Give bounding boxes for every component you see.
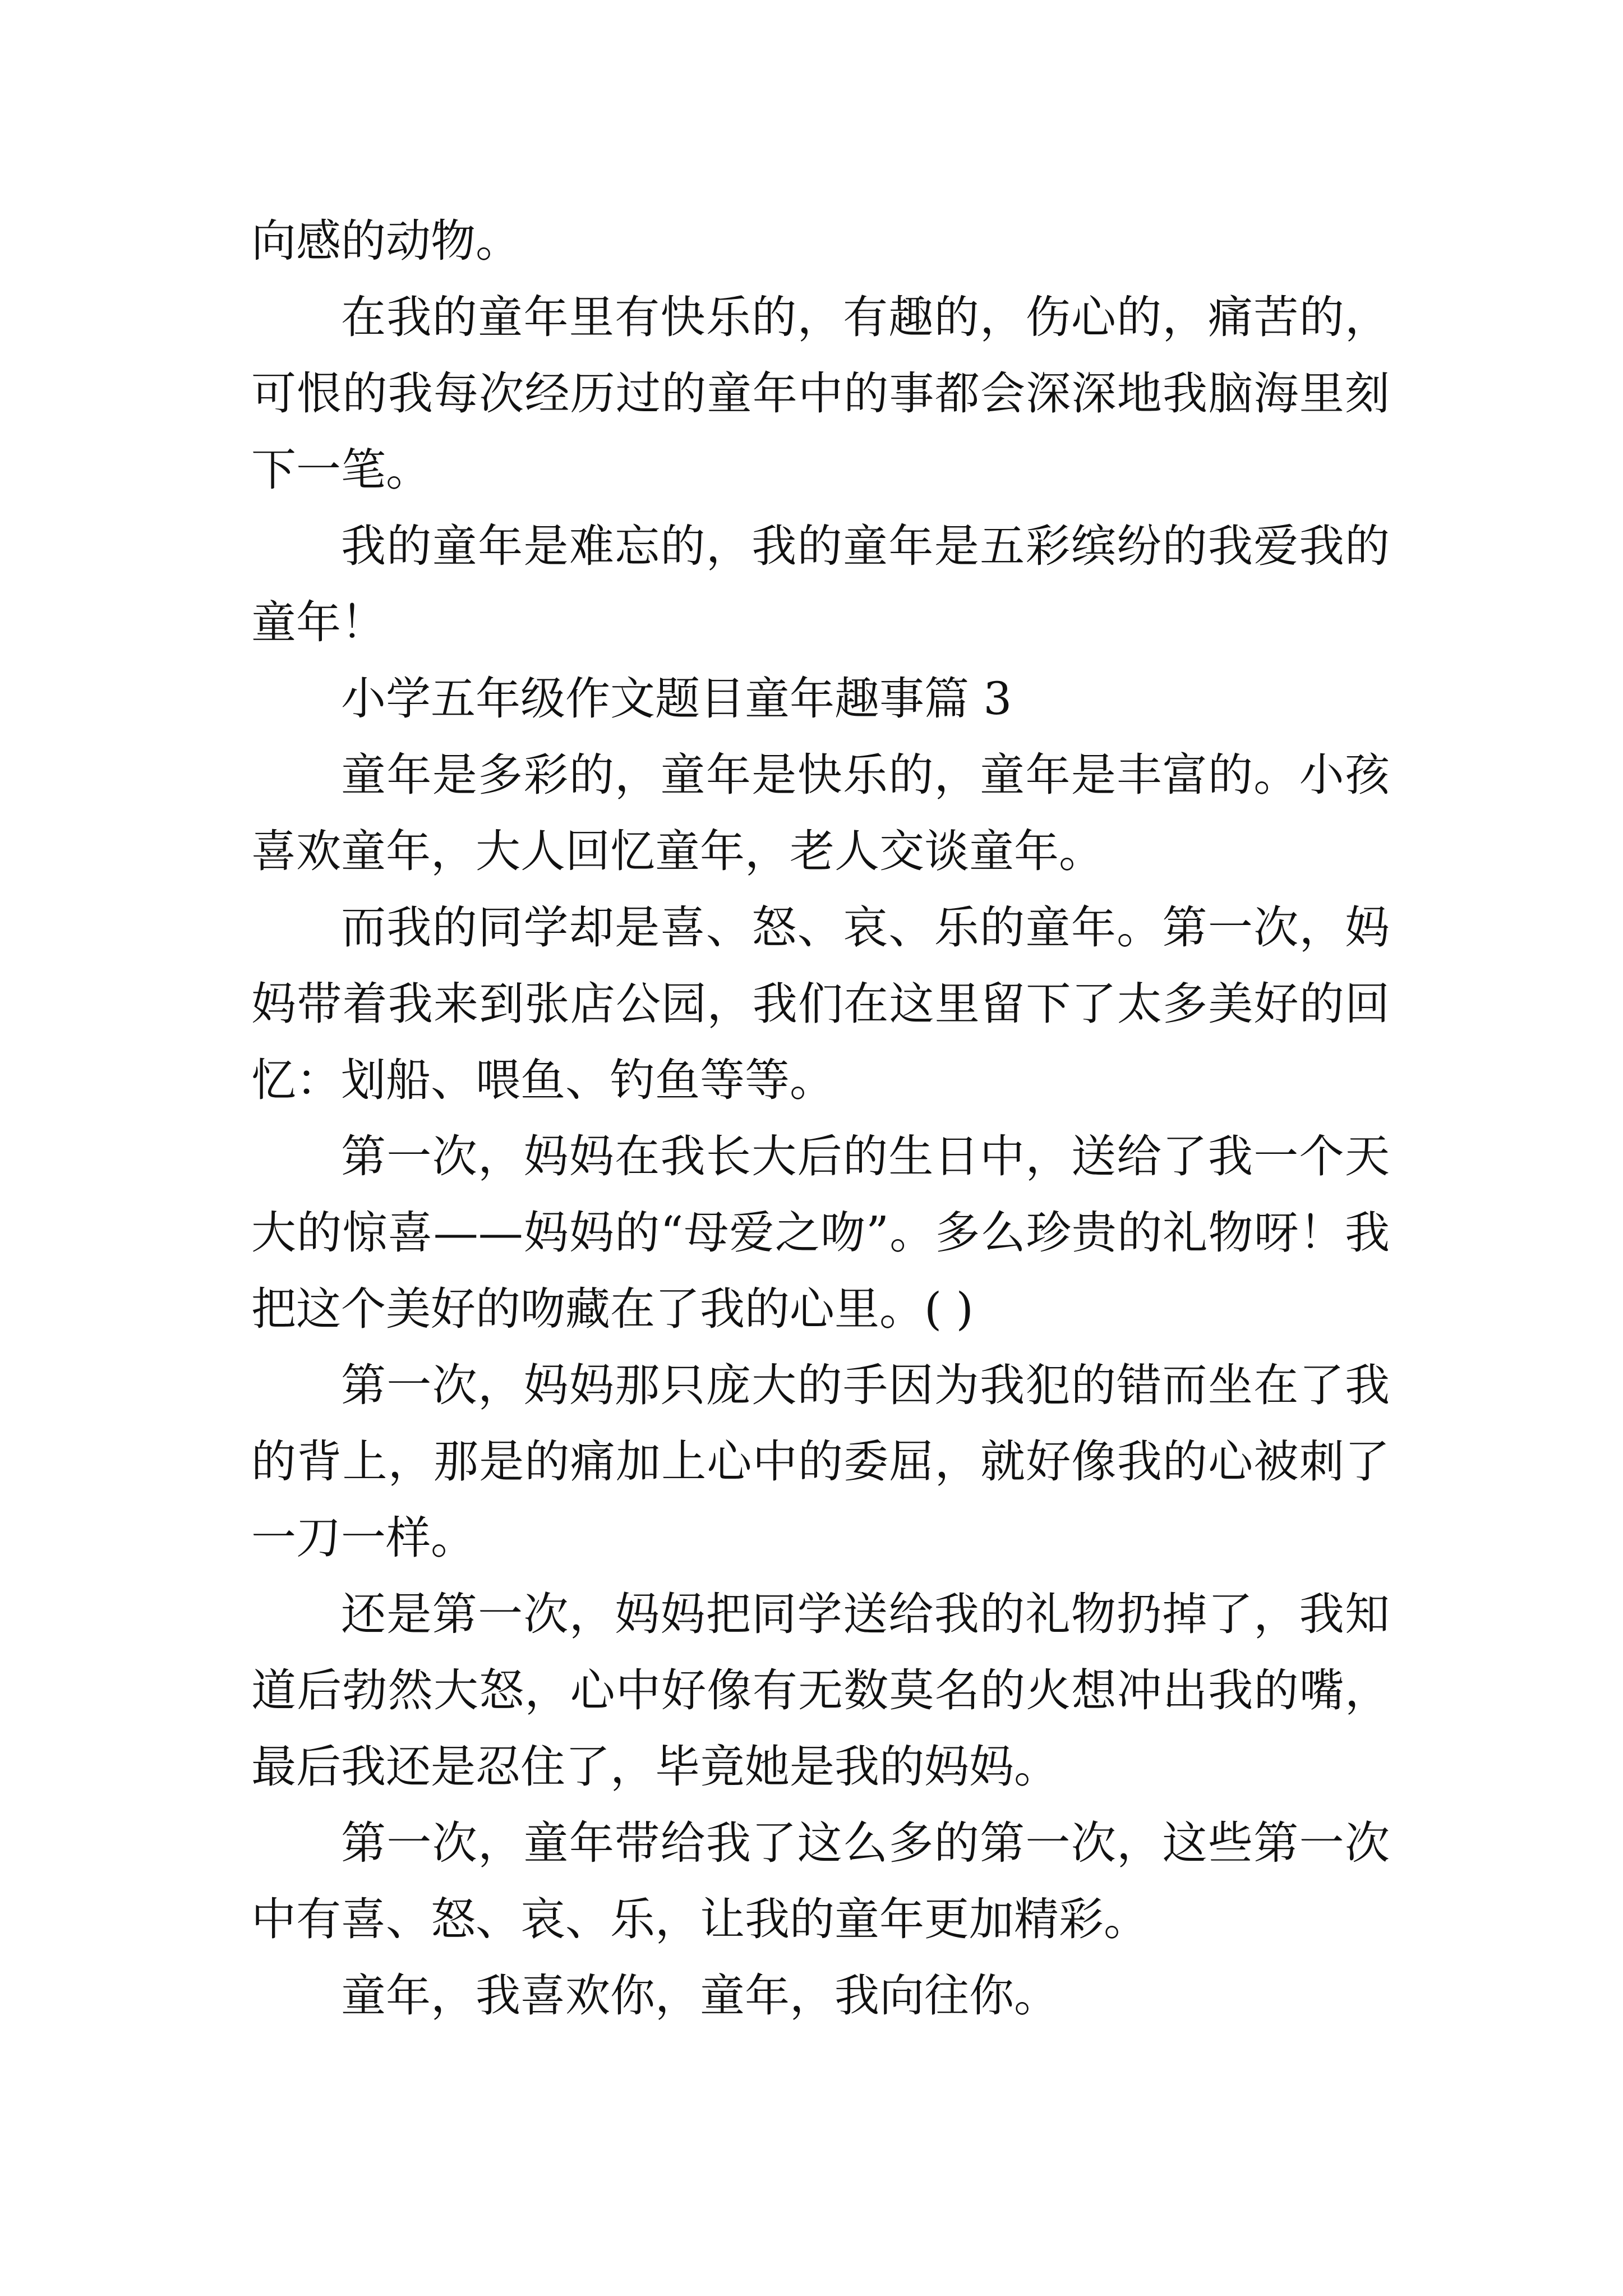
paragraph: 在我的童年里有快乐的，有趣的，伤心的，痛苦的，可恨的我每次经历过的童年中的事都会深深地我脑海里刻下一笔。 xyxy=(251,291,1390,496)
paragraph: 我的童年是难忘的，我的童年是五彩缤纷的我爱我的童年！ xyxy=(251,520,1390,648)
paragraph: 而我的同学却是喜、怒、哀、乐的童年。第一次，妈妈带着我来到张店公园，我们在这里留下了太多美好的回忆：划船、喂鱼、钓鱼等等。 xyxy=(251,901,1390,1106)
paragraph: 第一次，童年带给我了这么多的第一次，这些第一次中有喜、怒、哀、乐，让我的童年更加精彩。 xyxy=(251,1817,1390,1945)
section-heading: 小学五年级作文题目童年趣事篇 3 xyxy=(341,673,1012,725)
paragraph: 童年是多彩的，童年是快乐的，童年是丰富的。小孩喜欢童年，大人回忆童年，老人交谈童年。 xyxy=(251,749,1390,877)
essay-body xyxy=(251,203,1390,2034)
paragraph-continuation: 向感的动物。 xyxy=(251,215,520,267)
paragraph: 第一次，妈妈在我长大后的生日中，送给了我一个天大的惊喜——妈妈的“母爱之吻”。多么珍贵的礼物呀！我把这个美好的吻藏在了我的心里。( ) xyxy=(251,1130,1390,1335)
paragraph: 第一次，妈妈那只庞大的手因为我犯的错而坐在了我的背上，那是的痛加上心中的委屈，就好像我的心被刺了一刀一样。 xyxy=(251,1359,1390,1564)
paragraph: 还是第一次，妈妈把同学送给我的礼物扔掉了，我知道后勃然大怒，心中好像有无数莫名的火想冲出我的嘴，最后我还是忍住了，毕竟她是我的妈妈。 xyxy=(251,1588,1390,1793)
paragraph: 童年，我喜欢你，童年，我向往你。 xyxy=(341,1970,1059,2022)
